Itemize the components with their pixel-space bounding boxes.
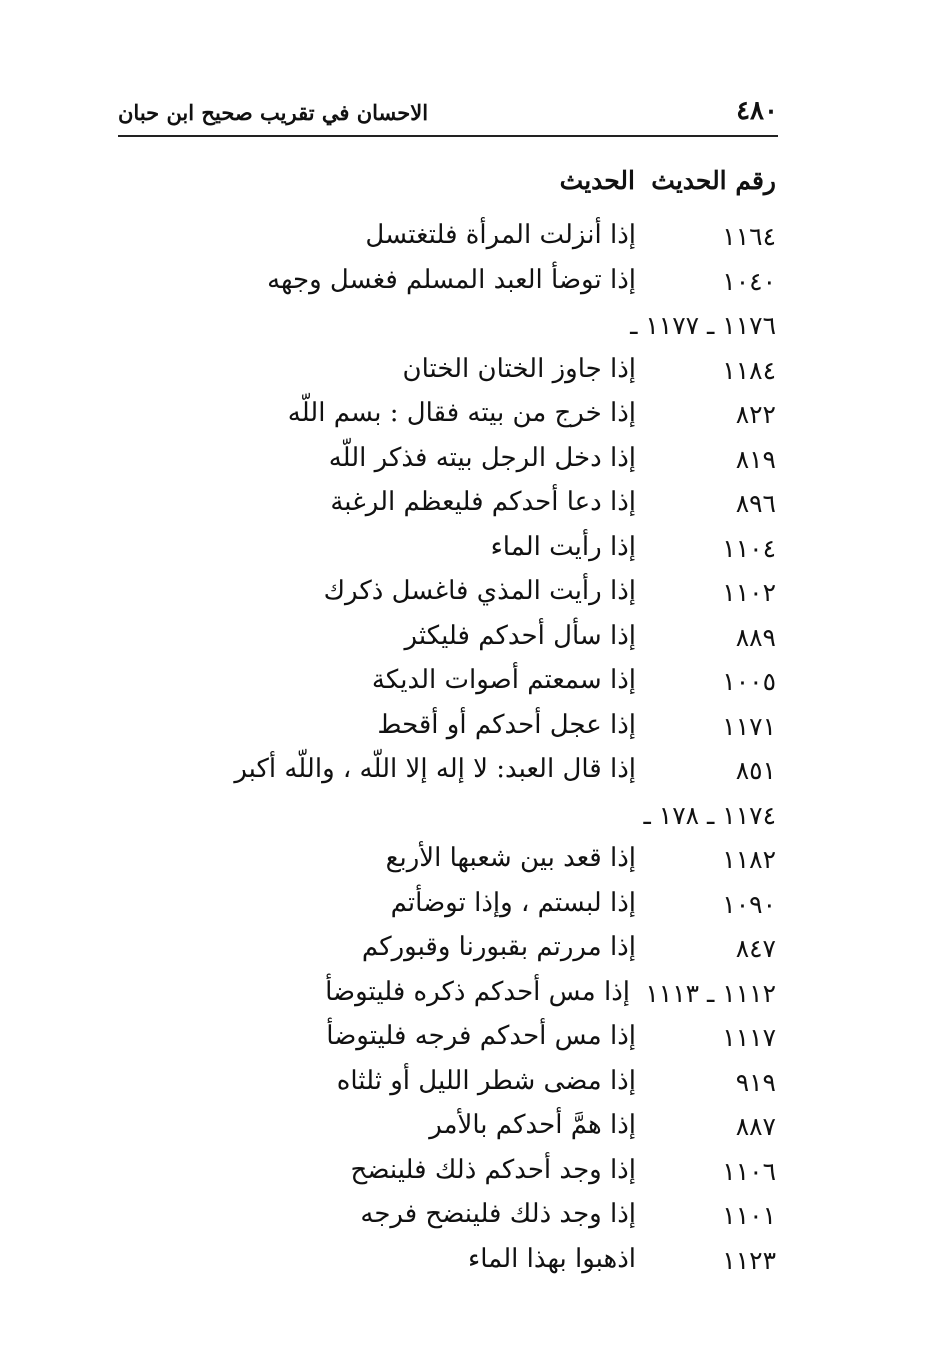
- hadith-number: ١١٠٦: [722, 1156, 776, 1186]
- list-item: [0, 216, 930, 261]
- list-item: [0, 1240, 930, 1285]
- hadith-number: ١١٠١: [722, 1201, 776, 1230]
- hadith-number: ٨٩٦: [735, 489, 776, 518]
- hadith-text: إذا سمعتم أصوات الديكة: [371, 665, 636, 695]
- list-item: [0, 617, 930, 662]
- column-header-number: رقم الحديث: [651, 166, 776, 195]
- hadith-number: ١١٦٤: [722, 222, 776, 251]
- hadith-text: إذا توضأ العبد المسلم فغسل وجهه: [267, 264, 636, 295]
- page-header: [118, 96, 778, 136]
- list-item: [0, 839, 930, 884]
- hadith-text: إذا سأل أحدكم فليكثر: [404, 620, 636, 651]
- list-item: [0, 1106, 930, 1151]
- list-item: [0, 305, 930, 350]
- book-title: الاحسان في تقريب صحيح ابن حبان: [118, 100, 429, 125]
- list-item: [0, 750, 930, 795]
- page-number: ٤٨٠: [736, 96, 778, 126]
- hadith-number: ١٠٩٠: [722, 889, 776, 919]
- hadith-text: إذا قعد بين شعبها الأربع: [385, 843, 636, 873]
- hadith-text: إذا مس أحدكم ذكره فليتوضأ: [325, 976, 630, 1007]
- hadith-text: إذا رأيت المذي فاغسل ذكرك: [323, 576, 636, 606]
- list-item: [0, 350, 930, 395]
- list-item: [0, 572, 930, 617]
- hadith-number: ١١٠٢: [722, 578, 776, 607]
- hadith-text: إذا وجد أحدكم ذلك فلينضح: [350, 1154, 636, 1185]
- list-item: [0, 1017, 930, 1062]
- list-item: [0, 439, 930, 484]
- hadith-text: إذا خرج من بيته فقال : بسم اللّه: [287, 398, 636, 428]
- list-item: [0, 928, 930, 973]
- hadith-number: ١٠٠٥: [722, 667, 776, 696]
- list-item: [0, 528, 930, 573]
- hadith-number: ٩١٩: [735, 1067, 776, 1097]
- list-item: [0, 1151, 930, 1196]
- hadith-number: ١١٨٢: [722, 845, 776, 874]
- hadith-text: اذهبوا بهذا الماء: [468, 1243, 636, 1274]
- hadith-number: ١١١٧: [722, 1023, 776, 1052]
- list-item: [0, 483, 930, 528]
- hadith-text: إذا مس أحدكم فرجه فليتوضأ: [326, 1021, 636, 1051]
- hadith-text: إذا لبستم ، وإذا توضأتم: [390, 887, 636, 918]
- hadith-text: إذا وجد ذلك فلينضح فرجه: [360, 1199, 636, 1229]
- hadith-number: ١١١٢ ـ ١١١٣: [645, 978, 776, 1008]
- hadith-text: إذا قال العبد: لا إله إلا اللّه ، واللّه أكبر: [234, 754, 636, 784]
- hadith-number: ١١٠٤: [722, 533, 776, 563]
- hadith-text: إذا عجل أحدكم أو أقحط: [377, 709, 636, 740]
- hadith-index-list: [0, 216, 930, 1284]
- hadith-text: إذا دعا أحدكم فليعظم الرغبة: [330, 487, 636, 517]
- hadith-number: ٨٨٩: [735, 622, 776, 652]
- list-item: [0, 1195, 930, 1240]
- list-item: [0, 884, 930, 929]
- hadith-number: ١٠٤٠: [722, 266, 776, 296]
- hadith-number: ٨٨٧: [735, 1112, 776, 1141]
- hadith-number: ١١٧٤ ـ ١٧٨ ـ: [643, 800, 776, 830]
- hadith-number: ١١٧٦ ـ ١١٧٧ ـ: [630, 311, 776, 340]
- list-item: [0, 706, 930, 751]
- hadith-text: إذا همَّ أحدكم بالأمر: [429, 1110, 636, 1140]
- hadith-text: إذا أنزلت المرأة فلتغتسل: [365, 220, 636, 250]
- list-item: [0, 973, 930, 1018]
- hadith-text: إذا رأيت الماء: [490, 531, 636, 562]
- hadith-number: ٨١٩: [735, 444, 776, 474]
- list-item: [0, 661, 930, 706]
- list-item: [0, 261, 930, 306]
- list-item: [0, 394, 930, 439]
- header-rule: [118, 135, 778, 137]
- hadith-text: إذا مضى شطر الليل أو ثلثاه: [336, 1065, 636, 1096]
- hadith-number: ١١٧١: [722, 711, 776, 741]
- hadith-number: ٨٥١: [735, 756, 776, 785]
- hadith-number: ٨٢٢: [735, 400, 776, 429]
- hadith-text: إذا جاوز الختان الختان: [402, 353, 636, 384]
- hadith-number: ١١٨٤: [722, 355, 776, 385]
- hadith-text: إذا دخل الرجل بيته فذكر اللّه: [328, 442, 636, 473]
- column-header-hadith: الحديث: [559, 166, 635, 195]
- list-item: [0, 795, 930, 840]
- hadith-number: ٨٤٧: [735, 934, 776, 963]
- list-item: [0, 1062, 930, 1107]
- hadith-number: ١١٢٣: [722, 1245, 776, 1275]
- hadith-text: إذا مررتم بقبورنا وقبوركم: [361, 932, 636, 962]
